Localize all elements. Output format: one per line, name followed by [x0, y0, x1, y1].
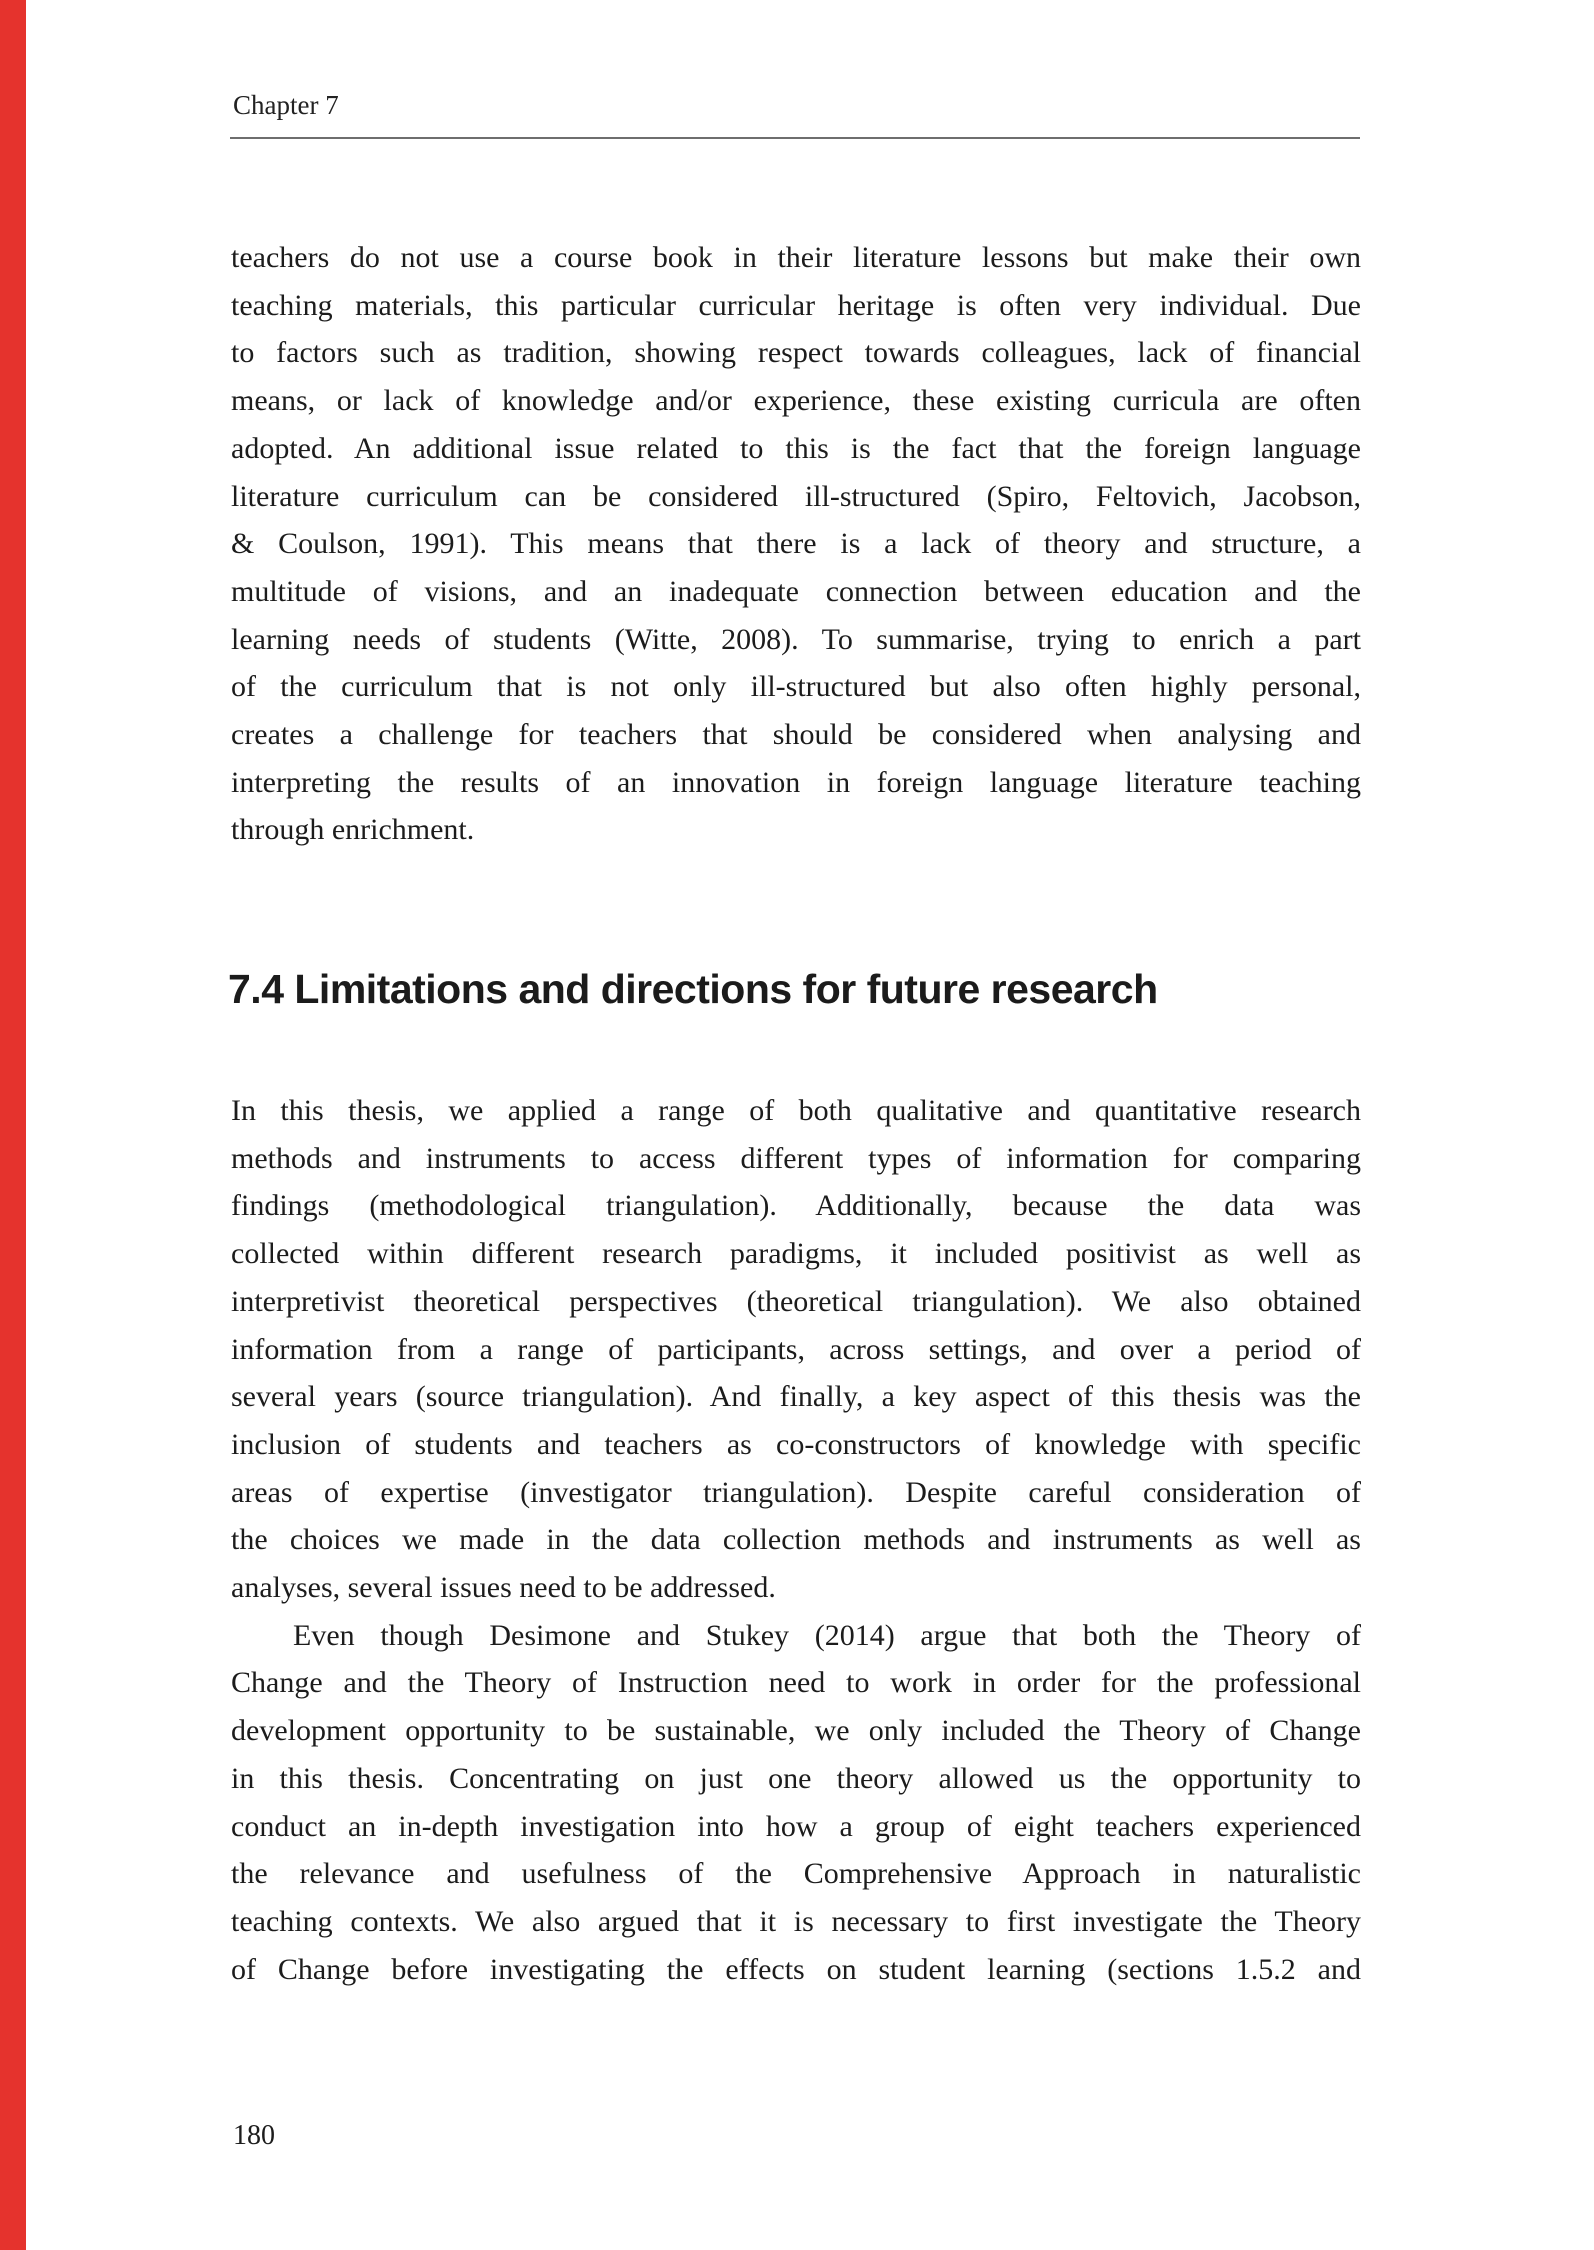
text-line: interpreting the results of an innovation in foreign language literature teaching	[231, 765, 1361, 799]
paragraph-theory-of-change	[231, 1612, 1361, 1994]
section-body	[231, 1087, 1361, 1993]
text-line: In this thesis, we applied a range of both qualitative and quantitative research	[231, 1094, 1361, 1127]
text-line: findings (methodological triangulation). Additionally, because the data was	[231, 1189, 1361, 1223]
paragraph-curricular-heritage	[231, 234, 1361, 854]
paragraph-triangulation	[231, 1087, 1361, 1612]
text-line: the choices we made in the data collection methods and instruments as well as	[231, 1523, 1361, 1557]
text-line: areas of expertise (investigator triangulation). Despite careful consideration of	[231, 1475, 1361, 1509]
text-line: means, or lack of knowledge and/or experience, these existing curricula are often	[231, 384, 1361, 418]
text-line: inclusion of students and teachers as co-constructors of knowledge with specific	[231, 1427, 1361, 1461]
text-line: information from a range of participants, across settings, and over a period of	[231, 1332, 1361, 1366]
chapter-edge-stripe	[0, 0, 26, 2250]
text-line: & Coulson, 1991). This means that there is a lack of theory and structure, a	[231, 527, 1361, 561]
section-heading-limitations: 7.4 Limitations and directions for future research	[228, 966, 1158, 1012]
text-line: learning needs of students (Witte, 2008). To summarise, trying to enrich a part	[231, 622, 1361, 656]
text-line: Even though Desimone and Stukey (2014) argue that both the Theory of	[293, 1618, 1361, 1652]
text-line: of the curriculum that is not only ill-structured but also often highly personal,	[231, 670, 1361, 704]
text-line: teaching materials, this particular curricular heritage is often very individual. Due	[231, 288, 1361, 322]
text-line: of Change before investigating the effects on student learning (sections 1.5.2 and	[231, 1952, 1361, 1986]
text-line: development opportunity to be sustainable, we only included the Theory of Change	[231, 1714, 1361, 1748]
text-line: adopted. An additional issue related to this is the fact that the foreign language	[231, 431, 1361, 465]
text-line: through enrichment.	[231, 813, 475, 847]
text-line: analyses, several issues need to be addressed.	[231, 1571, 776, 1605]
text-line: several years (source triangulation). And finally, a key aspect of this thesis was the	[231, 1380, 1361, 1414]
text-line: interpretivist theoretical perspectives (theoretical triangulation). We also obtained	[231, 1284, 1361, 1318]
text-line: the relevance and usefulness of the Comprehensive Approach in naturalistic	[231, 1857, 1361, 1891]
text-line: creates a challenge for teachers that should be considered when analysing and	[231, 718, 1361, 752]
running-head-chapter: Chapter 7	[233, 90, 339, 120]
text-line: Change and the Theory of Instruction need to work in order for the professional	[231, 1666, 1361, 1700]
text-line: multitude of visions, and an inadequate connection between education and the	[231, 574, 1361, 608]
text-line: teachers do not use a course book in their literature lessons but make their own	[231, 241, 1361, 274]
page-number: 180	[233, 2120, 275, 2151]
text-line: methods and instruments to access different types of information for comparing	[231, 1141, 1361, 1175]
text-line: collected within different research paradigms, it included positivist as well as	[231, 1237, 1361, 1271]
text-line: teaching contexts. We also argued that it is necessary to first investigate the Theory	[231, 1904, 1361, 1938]
header-rule	[230, 137, 1360, 139]
text-line: literature curriculum can be considered ill-structured (Spiro, Feltovich, Jacobson,	[231, 479, 1361, 513]
text-line: in this thesis. Concentrating on just one theory allowed us the opportunity to	[231, 1761, 1361, 1795]
text-line: conduct an in-depth investigation into how a group of eight teachers experienced	[231, 1809, 1361, 1843]
text-line: to factors such as tradition, showing respect towards colleagues, lack of financial	[231, 336, 1361, 370]
